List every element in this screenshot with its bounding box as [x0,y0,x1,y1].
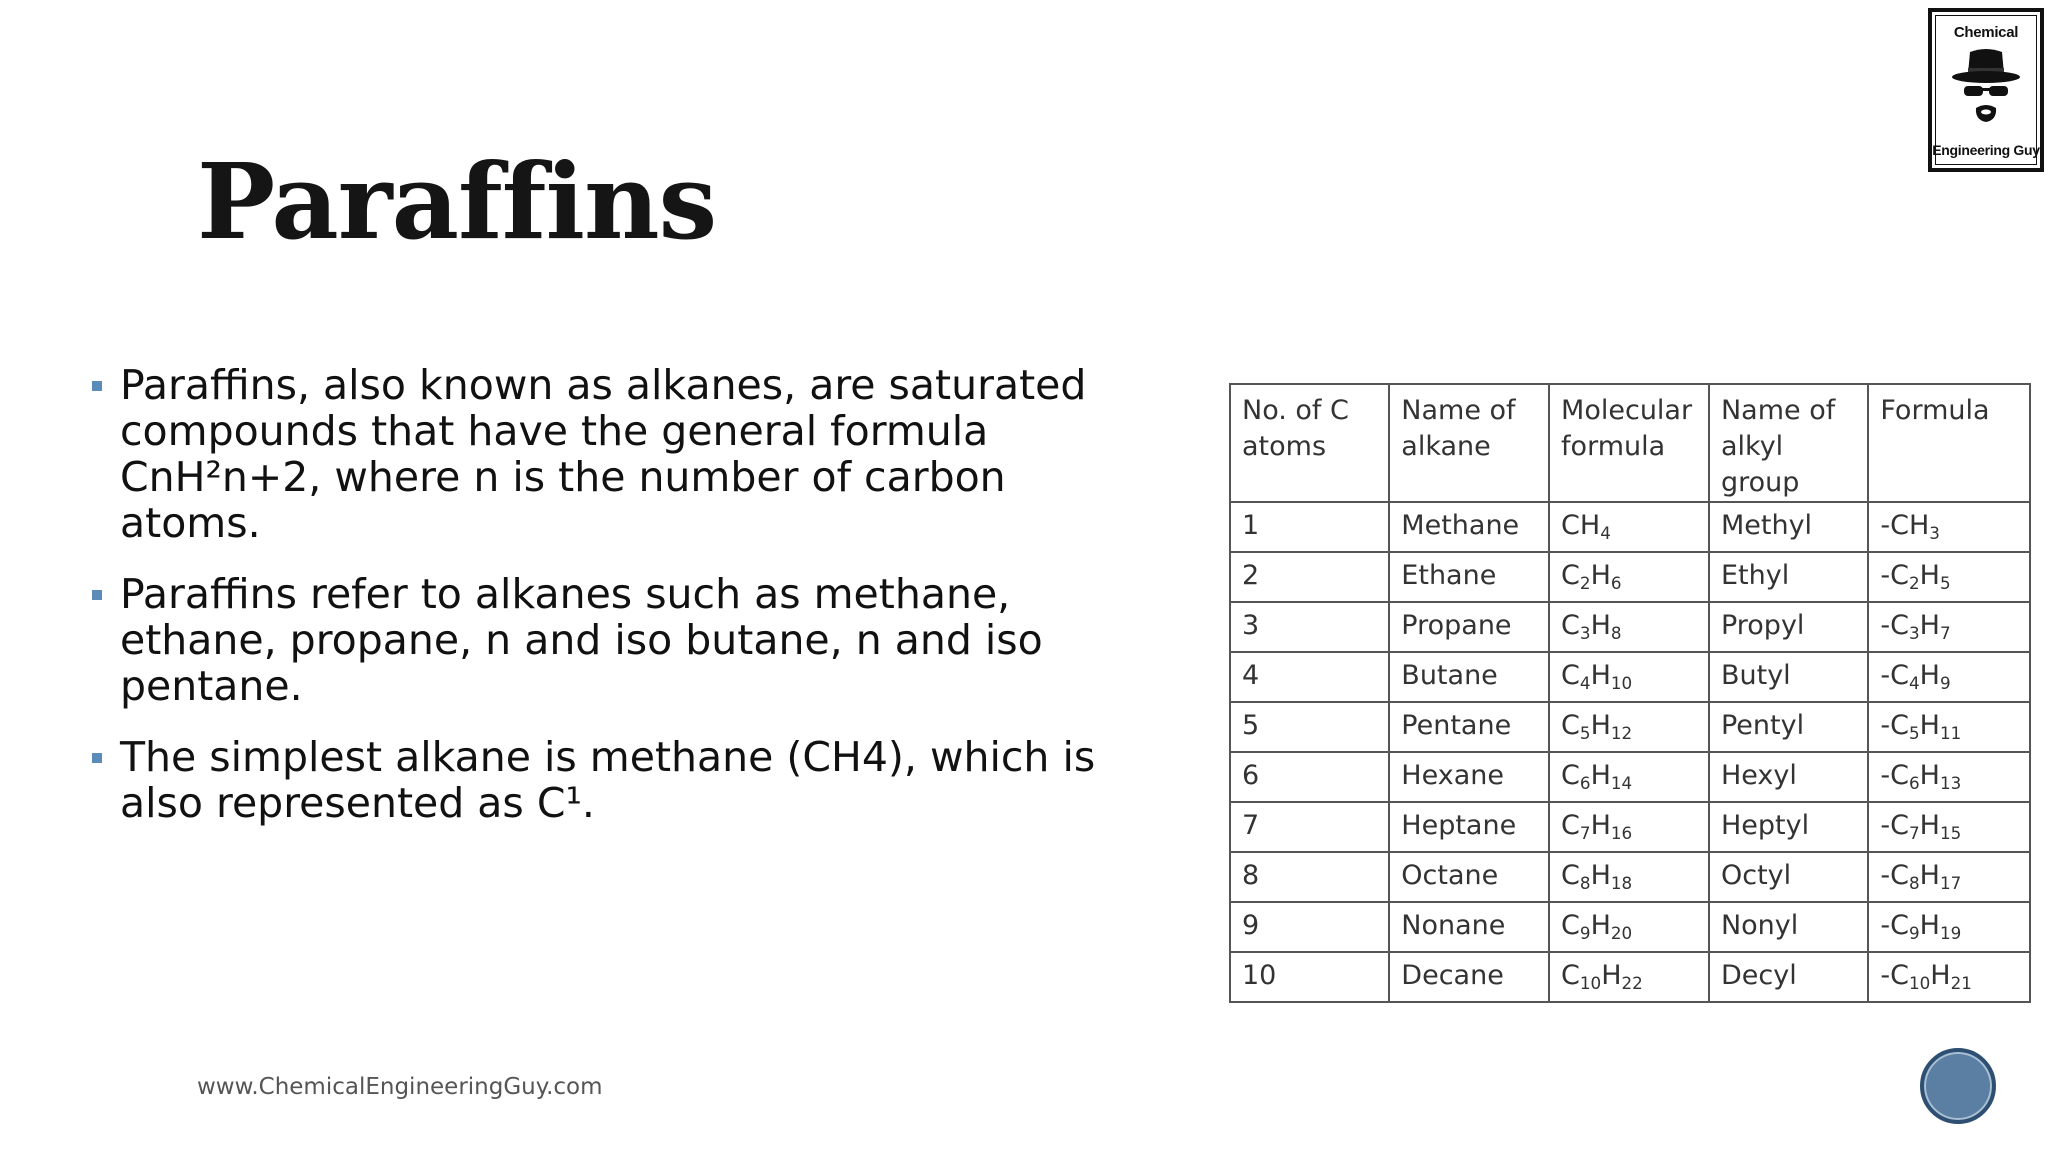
formula-element: H [1919,760,1940,791]
cell-alkane-name: Hexane [1389,752,1549,802]
cell-alkyl-group: Decyl [1709,952,1868,1002]
formula-subscript: 8 [1579,873,1591,894]
table-row [1230,902,2030,952]
cell-molecular-formula [1549,652,1709,702]
table-row [1230,702,2030,752]
cell-alkyl-group: Pentyl [1709,702,1868,752]
formula-subscript: 3 [1908,623,1920,644]
bullet-text: The simplest alkane is methane (CH4), which is also represented as C¹. [120,733,1096,827]
formula-element: H [1601,960,1622,991]
formula-element: C [1561,510,1580,541]
cell-alkane-name: Octane [1389,852,1549,902]
bullet-item [88,571,1148,709]
formula-subscript: 16 [1610,823,1633,844]
formula-element: H [1590,560,1611,591]
table-body [1230,502,2030,1002]
formula-subscript: 12 [1610,723,1633,744]
formula-subscript: 9 [1908,923,1920,944]
cell-carbon-count: 8 [1230,852,1389,902]
cell-carbon-count: 6 [1230,752,1389,802]
formula-element: C [1561,960,1580,991]
cell-alkyl-group: Ethyl [1709,552,1868,602]
cell-carbon-count: 3 [1230,602,1389,652]
formula-element: H [1919,860,1940,891]
formula-subscript: 10 [1610,673,1633,694]
cell-alkyl-formula [1868,602,2030,652]
heisenberg-hat-icon [1950,48,2022,136]
formula-subscript: 9 [1939,673,1951,694]
formula-element: C [1561,810,1580,841]
formula-subscript: 18 [1610,873,1633,894]
channel-logo [1928,8,2044,172]
table-header-row [1230,384,2030,502]
formula-element: H [1590,860,1611,891]
table-row [1230,802,2030,852]
formula-subscript: 21 [1950,973,1972,994]
formula-element: -C [1880,760,1909,791]
cell-carbon-count: 2 [1230,552,1389,602]
formula-element: H [1908,510,1930,541]
formula-subscript: 4 [1908,673,1920,694]
cell-alkyl-formula [1868,852,2030,902]
cell-alkyl-formula [1868,752,2030,802]
cell-molecular-formula [1549,502,1709,552]
formula-element: C [1561,560,1580,591]
cell-alkyl-group: Methyl [1709,502,1868,552]
formula-subscript: 10 [1579,973,1602,994]
table-row [1230,752,2030,802]
bullet-square-icon [92,753,102,763]
formula-subscript: 5 [1579,723,1591,744]
formula-element: -C [1880,860,1909,891]
cell-carbon-count: 10 [1230,952,1389,1002]
logo-bottom-text: Engineering Guy [1932,142,2040,158]
formula-subscript: 7 [1939,623,1951,644]
formula-subscript: 9 [1579,923,1591,944]
cell-alkyl-formula [1868,902,2030,952]
formula-subscript: 6 [1579,773,1591,794]
bullet-square-icon [92,590,102,600]
formula-subscript: 17 [1939,873,1962,894]
cell-alkyl-formula [1868,702,2030,752]
footer-url: www.ChemicalEngineeringGuy.com [197,1074,603,1100]
cell-molecular-formula [1549,802,1709,852]
header-carbon-atoms: No. of C atoms [1230,384,1389,502]
formula-element: -C [1880,910,1909,941]
formula-subscript: 7 [1908,823,1920,844]
cell-carbon-count: 1 [1230,502,1389,552]
cell-molecular-formula [1549,552,1709,602]
cell-alkyl-formula [1868,802,2030,852]
cell-alkane-name: Butane [1389,652,1549,702]
formula-subscript: 6 [1908,773,1920,794]
table-row [1230,502,2030,552]
header-alkyl-group: Name of alkyl group [1709,384,1868,502]
formula-element: -C [1880,810,1909,841]
slide-title: Paraffins [197,140,717,263]
formula-subscript: 2 [1579,573,1591,594]
cell-molecular-formula [1549,902,1709,952]
cell-alkyl-formula [1868,552,2030,602]
alkanes-table-container [1229,383,2031,1003]
table-row [1230,552,2030,602]
table-row [1230,602,2030,652]
cell-alkyl-formula [1868,502,2030,552]
formula-subscript: 6 [1610,573,1622,594]
formula-element: -C [1880,710,1909,741]
formula-element: H [1590,710,1611,741]
cell-molecular-formula [1549,852,1709,902]
cell-carbon-count: 4 [1230,652,1389,702]
formula-subscript: 4 [1600,523,1611,544]
formula-subscript: 2 [1908,573,1920,594]
bullet-text: Paraffins refer to alkanes such as methane, ethane, propane, n and iso butane, n and iso pentane. [120,570,1043,710]
header-formula: Formula [1868,384,2030,502]
cell-molecular-formula [1549,952,1709,1002]
cell-molecular-formula [1549,602,1709,652]
cell-alkyl-formula [1868,952,2030,1002]
cell-alkane-name: Propane [1389,602,1549,652]
cell-alkyl-formula [1868,652,2030,702]
cell-alkyl-group: Hexyl [1709,752,1868,802]
formula-element: H [1919,810,1940,841]
formula-element: H [1919,560,1940,591]
formula-element: H [1579,510,1601,541]
cell-alkyl-group: Nonyl [1709,902,1868,952]
bullet-item [88,362,1148,546]
formula-element: C [1561,860,1580,891]
formula-subscript: 22 [1621,973,1643,994]
cell-alkane-name: Methane [1389,502,1549,552]
formula-subscript: 8 [1610,623,1622,644]
table-row [1230,652,2030,702]
table-row [1230,852,2030,902]
cell-molecular-formula [1549,752,1709,802]
formula-element: H [1919,710,1940,741]
formula-element: H [1590,660,1611,691]
table-row [1230,952,2030,1002]
formula-element: -C [1880,660,1909,691]
formula-subscript: 20 [1610,923,1633,944]
formula-subscript: 15 [1939,823,1962,844]
formula-subscript: 8 [1908,873,1920,894]
formula-element: H [1919,610,1940,641]
logo-top-text: Chemical [1953,24,2019,41]
cell-alkane-name: Heptane [1389,802,1549,852]
cell-alkyl-group: Heptyl [1709,802,1868,852]
formula-subscript: 4 [1579,673,1591,694]
alkanes-table [1229,383,2031,1003]
formula-element: H [1930,960,1951,991]
formula-subscript: 11 [1939,723,1962,744]
formula-element: C [1561,760,1580,791]
cell-alkane-name: Nonane [1389,902,1549,952]
cell-alkyl-group: Octyl [1709,852,1868,902]
formula-subscript: 14 [1610,773,1633,794]
cell-carbon-count: 9 [1230,902,1389,952]
formula-element: H [1919,910,1940,941]
header-molecular-formula: Molecular formula [1549,384,1709,502]
bullet-item [88,734,1148,826]
cell-alkane-name: Ethane [1389,552,1549,602]
formula-element: -C [1880,960,1909,991]
cell-carbon-count: 7 [1230,802,1389,852]
formula-element: H [1590,810,1611,841]
bullet-square-icon [92,381,102,391]
formula-element: H [1590,610,1611,641]
formula-element: C [1561,910,1580,941]
formula-element: -C [1880,560,1909,591]
formula-subscript: 5 [1908,723,1920,744]
formula-subscript: 7 [1579,823,1591,844]
formula-element: H [1590,910,1611,941]
cell-molecular-formula [1549,702,1709,752]
cell-alkane-name: Pentane [1389,702,1549,752]
cell-alkyl-group: Propyl [1709,602,1868,652]
formula-subscript: 5 [1939,573,1951,594]
formula-subscript: 3 [1929,523,1940,544]
cell-alkane-name: Decane [1389,952,1549,1002]
header-alkane-name: Name of alkane [1389,384,1549,502]
formula-element: C [1561,710,1580,741]
formula-element: -C [1880,510,1909,541]
formula-element: -C [1880,610,1909,641]
formula-subscript: 3 [1579,623,1591,644]
cell-carbon-count: 5 [1230,702,1389,752]
formula-subscript: 19 [1939,923,1962,944]
formula-subscript: 10 [1908,973,1931,994]
formula-element: H [1590,760,1611,791]
formula-subscript: 13 [1939,773,1962,794]
bullet-list [88,362,1148,851]
formula-element: C [1561,660,1580,691]
circle-button-icon[interactable] [1920,1048,1996,1124]
formula-element: C [1561,610,1580,641]
bullet-text: Paraffins, also known as alkanes, are saturated compounds that have the general formula CnH²n+2, where n is the number of carbon atoms. [120,361,1087,547]
cell-alkyl-group: Butyl [1709,652,1868,702]
formula-element: H [1919,660,1940,691]
